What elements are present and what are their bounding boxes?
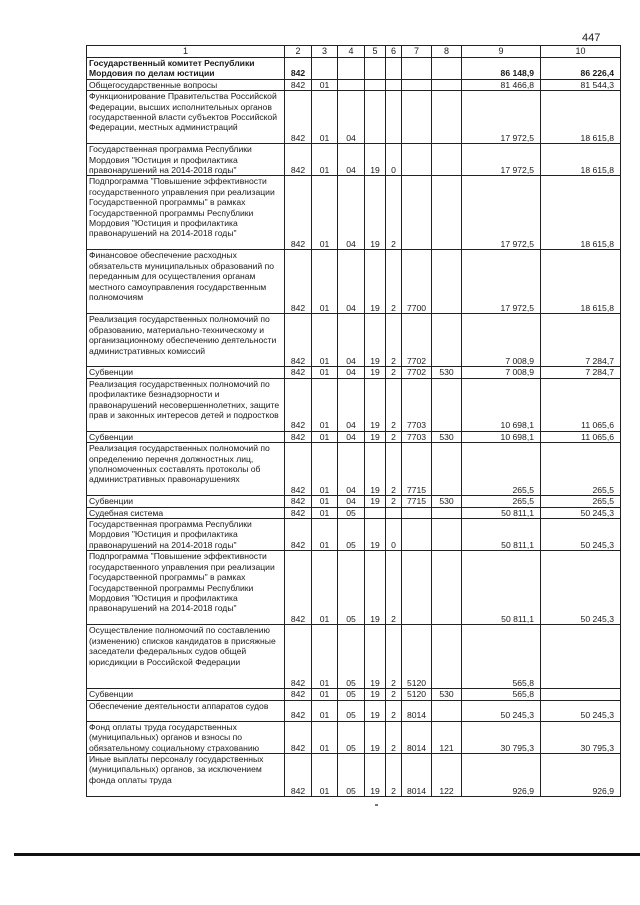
cell-ministry-code: 842 xyxy=(285,700,312,721)
cell-ministry-code: 842 xyxy=(285,91,312,144)
cell-ministry-code: 842 xyxy=(285,689,312,700)
table-row xyxy=(87,753,621,796)
cell-target-code: 7715 xyxy=(402,443,432,496)
column-header-1: 1 xyxy=(87,46,285,58)
cell-section: 01 xyxy=(312,551,338,625)
cell-ministry-code: 842 xyxy=(285,507,312,518)
row-description: Субвенции xyxy=(87,496,285,507)
cell-section: 01 xyxy=(312,144,338,176)
table-row xyxy=(87,700,621,721)
row-description: Государственный комитет Республики Мордовия по делам юстиции xyxy=(87,58,285,80)
cell-expense-type xyxy=(432,314,462,367)
cell-program: 19 xyxy=(365,367,386,378)
cell-program: 19 xyxy=(365,250,386,314)
cell-amount-2017 xyxy=(541,625,621,689)
table-row xyxy=(87,378,621,431)
cell-expense-type xyxy=(432,378,462,431)
cell-subsection: 04 xyxy=(338,250,365,314)
cell-section: 01 xyxy=(312,721,338,753)
cell-target-code xyxy=(402,507,432,518)
cell-target-code: 7702 xyxy=(402,367,432,378)
cell-target-code: 8014 xyxy=(402,700,432,721)
cell-ministry-code: 842 xyxy=(285,58,312,80)
cell-target-code: 8014 xyxy=(402,753,432,796)
cell-expense-type xyxy=(432,443,462,496)
cell-amount-2016: 50 811,1 xyxy=(462,519,541,551)
cell-subprogram xyxy=(386,91,402,144)
row-description: Иные выплаты персоналу государственных (муниципальных) органов, за исключением фонда оплаты труда xyxy=(87,753,285,796)
cell-subprogram: 2 xyxy=(386,689,402,700)
cell-amount-2017: 50 245,3 xyxy=(541,507,621,518)
row-description: Реализация государственных полномочий по определению перечня должностных лиц, уполномоченных составлять протоколы об административных правонарушениях xyxy=(87,443,285,496)
cell-program: 19 xyxy=(365,496,386,507)
cell-subprogram: 2 xyxy=(386,753,402,796)
cell-target-code: 5120 xyxy=(402,689,432,700)
cell-amount-2017: 265,5 xyxy=(541,496,621,507)
cell-amount-2016: 17 972,5 xyxy=(462,176,541,250)
cell-amount-2016: 265,5 xyxy=(462,443,541,496)
cell-amount-2016: 81 466,8 xyxy=(462,79,541,90)
row-description: Фонд оплаты труда государственных (муниципальных) органов и взносы по обязательному социальному страхованию xyxy=(87,721,285,753)
cell-amount-2016: 17 972,5 xyxy=(462,144,541,176)
cell-section: 01 xyxy=(312,250,338,314)
table-row xyxy=(87,144,621,176)
table-row xyxy=(87,79,621,90)
cell-subsection: 05 xyxy=(338,721,365,753)
cell-amount-2016: 7 008,9 xyxy=(462,367,541,378)
cell-amount-2017: 11 065,6 xyxy=(541,431,621,442)
cell-program: 19 xyxy=(365,700,386,721)
table-row xyxy=(87,689,621,700)
column-header-5: 5 xyxy=(365,46,386,58)
table-row xyxy=(87,507,621,518)
cell-program: 19 xyxy=(365,689,386,700)
cell-ministry-code: 842 xyxy=(285,721,312,753)
budget-table xyxy=(86,45,621,797)
cell-program: 19 xyxy=(365,431,386,442)
cell-subsection: 04 xyxy=(338,443,365,496)
cell-program: 19 xyxy=(365,314,386,367)
cell-expense-type xyxy=(432,551,462,625)
cell-subprogram: 2 xyxy=(386,496,402,507)
cell-expense-type xyxy=(432,700,462,721)
table-row xyxy=(87,176,621,250)
cell-amount-2017: 50 245,3 xyxy=(541,551,621,625)
cell-expense-type xyxy=(432,144,462,176)
cell-subsection: 05 xyxy=(338,551,365,625)
cell-section: 01 xyxy=(312,625,338,689)
column-header-2: 2 xyxy=(285,46,312,58)
cell-target-code: 7702 xyxy=(402,314,432,367)
cell-subsection: 04 xyxy=(338,496,365,507)
cell-expense-type: 122 xyxy=(432,753,462,796)
cell-program: 19 xyxy=(365,625,386,689)
cell-subsection: 04 xyxy=(338,176,365,250)
cell-section: 01 xyxy=(312,431,338,442)
cell-subprogram: 2 xyxy=(386,431,402,442)
cell-program xyxy=(365,91,386,144)
cell-expense-type xyxy=(432,519,462,551)
row-description: Общегосударственные вопросы xyxy=(87,79,285,90)
table-row xyxy=(87,314,621,367)
cell-ministry-code: 842 xyxy=(285,625,312,689)
table-header-row xyxy=(87,46,621,58)
cell-subsection xyxy=(338,79,365,90)
cell-subsection: 05 xyxy=(338,689,365,700)
cell-ministry-code: 842 xyxy=(285,144,312,176)
cell-amount-2016: 565,8 xyxy=(462,689,541,700)
table-row xyxy=(87,721,621,753)
cell-amount-2017: 7 284,7 xyxy=(541,367,621,378)
column-header-9: 9 xyxy=(462,46,541,58)
cell-subsection: 05 xyxy=(338,519,365,551)
cell-amount-2017: 265,5 xyxy=(541,443,621,496)
row-description: Государственная программа Республики Мордовия "Юстиция и профилактика правонарушений на 2014-2018 годы" xyxy=(87,144,285,176)
cell-amount-2017: 30 795,3 xyxy=(541,721,621,753)
cell-amount-2017: 11 065,6 xyxy=(541,378,621,431)
row-description: Подпрограмма "Повышение эффективности государственного управления при реализации Государственной программы" в рамках Государственной программы Республики Мордовия "Юстиция и профилактика правонарушений на 2014-2018 годы" xyxy=(87,176,285,250)
cell-ministry-code: 842 xyxy=(285,443,312,496)
cell-target-code xyxy=(402,176,432,250)
row-description: Реализация государственных полномочий по образованию, материально-техническому и организационному обеспечению деятельности административных комиссий xyxy=(87,314,285,367)
cell-section: 01 xyxy=(312,689,338,700)
cell-ministry-code: 842 xyxy=(285,314,312,367)
cell-target-code xyxy=(402,91,432,144)
cell-program xyxy=(365,79,386,90)
cell-ministry-code: 842 xyxy=(285,378,312,431)
column-header-8: 8 xyxy=(432,46,462,58)
cell-target-code: 5120 xyxy=(402,625,432,689)
cell-section xyxy=(312,58,338,80)
cell-ministry-code: 842 xyxy=(285,250,312,314)
cell-expense-type xyxy=(432,625,462,689)
cell-amount-2016: 17 972,5 xyxy=(462,91,541,144)
cell-subsection: 05 xyxy=(338,625,365,689)
cell-program: 19 xyxy=(365,519,386,551)
column-header-7: 7 xyxy=(402,46,432,58)
cell-amount-2017 xyxy=(541,689,621,700)
cell-subsection: 04 xyxy=(338,378,365,431)
cell-section: 01 xyxy=(312,91,338,144)
row-description: Финансовое обеспечение расходных обязательств муниципальных образований по переданным для осуществления органам местного самоуправления государственным полномочиям xyxy=(87,250,285,314)
row-description: Субвенции xyxy=(87,367,285,378)
cell-ministry-code: 842 xyxy=(285,79,312,90)
cell-subsection: 04 xyxy=(338,144,365,176)
table-row xyxy=(87,443,621,496)
cell-program xyxy=(365,58,386,80)
cell-subprogram: 2 xyxy=(386,314,402,367)
cell-section: 01 xyxy=(312,519,338,551)
cell-amount-2016: 50 245,3 xyxy=(462,700,541,721)
cell-expense-type: 530 xyxy=(432,431,462,442)
cell-target-code: 7703 xyxy=(402,431,432,442)
cell-subsection: 04 xyxy=(338,314,365,367)
row-description: Обеспечение деятельности аппаратов судов xyxy=(87,700,285,721)
cell-target-code xyxy=(402,519,432,551)
cell-expense-type xyxy=(432,176,462,250)
cell-target-code: 7703 xyxy=(402,378,432,431)
cell-amount-2016: 50 811,1 xyxy=(462,507,541,518)
cell-amount-2016: 50 811,1 xyxy=(462,551,541,625)
cell-expense-type xyxy=(432,250,462,314)
cell-amount-2017: 50 245,3 xyxy=(541,519,621,551)
cell-program: 19 xyxy=(365,551,386,625)
bottom-rule xyxy=(14,853,640,856)
cell-subprogram: 0 xyxy=(386,144,402,176)
table-row xyxy=(87,625,621,689)
cell-ministry-code: 842 xyxy=(285,367,312,378)
cell-amount-2016: 30 795,3 xyxy=(462,721,541,753)
cell-subsection: 04 xyxy=(338,91,365,144)
cell-amount-2017: 18 615,8 xyxy=(541,250,621,314)
cell-program: 19 xyxy=(365,443,386,496)
page-number: 447 xyxy=(582,32,601,44)
cell-subprogram: 2 xyxy=(386,250,402,314)
cell-expense-type: 530 xyxy=(432,367,462,378)
cell-section: 01 xyxy=(312,507,338,518)
cell-program: 19 xyxy=(365,753,386,796)
cell-subprogram: 2 xyxy=(386,443,402,496)
scan-speck xyxy=(375,804,378,806)
cell-subsection: 05 xyxy=(338,753,365,796)
row-description: Субвенции xyxy=(87,431,285,442)
cell-subprogram: 2 xyxy=(386,367,402,378)
cell-section: 01 xyxy=(312,176,338,250)
cell-target-code: 7715 xyxy=(402,496,432,507)
cell-section: 01 xyxy=(312,443,338,496)
table-row xyxy=(87,496,621,507)
cell-amount-2016: 926,9 xyxy=(462,753,541,796)
cell-subsection: 05 xyxy=(338,507,365,518)
row-description: Функционирование Правительства Российской Федерации, высших исполнительных органов государственной власти субъектов Российской Федерации, местных администраций xyxy=(87,91,285,144)
cell-subsection xyxy=(338,58,365,80)
cell-amount-2016: 265,5 xyxy=(462,496,541,507)
cell-expense-type: 121 xyxy=(432,721,462,753)
cell-ministry-code: 842 xyxy=(285,176,312,250)
cell-ministry-code: 842 xyxy=(285,519,312,551)
cell-target-code xyxy=(402,551,432,625)
cell-amount-2017: 926,9 xyxy=(541,753,621,796)
cell-subprogram: 2 xyxy=(386,625,402,689)
table-row xyxy=(87,91,621,144)
row-description: Субвенции xyxy=(87,689,285,700)
cell-target-code xyxy=(402,144,432,176)
row-description: Государственная программа Республики Мордовия "Юстиция и профилактика правонарушений на 2014-2018 годы" xyxy=(87,519,285,551)
column-header-3: 3 xyxy=(312,46,338,58)
cell-subprogram: 0 xyxy=(386,519,402,551)
cell-program: 19 xyxy=(365,176,386,250)
cell-section: 01 xyxy=(312,753,338,796)
cell-subprogram: 2 xyxy=(386,721,402,753)
cell-ministry-code: 842 xyxy=(285,753,312,796)
cell-amount-2017: 18 615,8 xyxy=(541,176,621,250)
cell-program: 19 xyxy=(365,378,386,431)
cell-subprogram: 2 xyxy=(386,176,402,250)
cell-expense-type xyxy=(432,79,462,90)
table-row xyxy=(87,519,621,551)
table-row xyxy=(87,58,621,80)
row-description: Реализация государственных полномочий по профилактике безнадзорности и правонарушений несовершеннолетних, защите прав и законных интересов детей и подростков xyxy=(87,378,285,431)
column-header-10: 10 xyxy=(541,46,621,58)
row-description: Осуществление полномочий по составлению (изменению) списков кандидатов в присяжные заседатели федеральных судов общей юрисдикции в Российской Федерации xyxy=(87,625,285,689)
cell-target-code xyxy=(402,58,432,80)
cell-program xyxy=(365,507,386,518)
budget-table-sheet xyxy=(86,45,620,797)
top-edge xyxy=(0,0,640,1)
cell-section: 01 xyxy=(312,700,338,721)
cell-subprogram xyxy=(386,79,402,90)
cell-subprogram: 2 xyxy=(386,378,402,431)
cell-amount-2016: 86 148,9 xyxy=(462,58,541,80)
cell-subsection: 04 xyxy=(338,431,365,442)
cell-amount-2016: 10 698,1 xyxy=(462,431,541,442)
row-description: Подпрограмма "Повышение эффективности государственного управления при реализации Государственной программы" в рамках Государственной программы Республики Мордовия "Юстиция и профилактика правонарушений на 2014-2018 годы" xyxy=(87,551,285,625)
table-row xyxy=(87,367,621,378)
cell-ministry-code: 842 xyxy=(285,496,312,507)
cell-ministry-code: 842 xyxy=(285,551,312,625)
cell-ministry-code: 842 xyxy=(285,431,312,442)
cell-subprogram xyxy=(386,58,402,80)
cell-section: 01 xyxy=(312,314,338,367)
cell-target-code: 8014 xyxy=(402,721,432,753)
row-description: Судебная система xyxy=(87,507,285,518)
cell-section: 01 xyxy=(312,378,338,431)
cell-amount-2016: 565,8 xyxy=(462,625,541,689)
cell-expense-type xyxy=(432,58,462,80)
column-header-6: 6 xyxy=(386,46,402,58)
cell-amount-2017: 18 615,8 xyxy=(541,91,621,144)
cell-expense-type xyxy=(432,507,462,518)
cell-subsection: 05 xyxy=(338,700,365,721)
cell-target-code: 7700 xyxy=(402,250,432,314)
cell-amount-2016: 10 698,1 xyxy=(462,378,541,431)
cell-subsection: 04 xyxy=(338,367,365,378)
cell-amount-2017: 81 544,3 xyxy=(541,79,621,90)
cell-expense-type: 530 xyxy=(432,496,462,507)
cell-amount-2017: 86 226,4 xyxy=(541,58,621,80)
table-row xyxy=(87,250,621,314)
cell-subprogram: 2 xyxy=(386,551,402,625)
cell-expense-type xyxy=(432,91,462,144)
cell-target-code xyxy=(402,79,432,90)
cell-amount-2016: 7 008,9 xyxy=(462,314,541,367)
cell-expense-type: 530 xyxy=(432,689,462,700)
cell-subprogram: 2 xyxy=(386,700,402,721)
cell-section: 01 xyxy=(312,79,338,90)
cell-amount-2016: 17 972,5 xyxy=(462,250,541,314)
table-row xyxy=(87,431,621,442)
cell-program: 19 xyxy=(365,144,386,176)
cell-section: 01 xyxy=(312,367,338,378)
cell-subprogram xyxy=(386,507,402,518)
cell-section: 01 xyxy=(312,496,338,507)
cell-amount-2017: 7 284,7 xyxy=(541,314,621,367)
cell-amount-2017: 50 245,3 xyxy=(541,700,621,721)
table-row xyxy=(87,551,621,625)
column-header-4: 4 xyxy=(338,46,365,58)
cell-amount-2017: 18 615,8 xyxy=(541,144,621,176)
cell-program: 19 xyxy=(365,721,386,753)
